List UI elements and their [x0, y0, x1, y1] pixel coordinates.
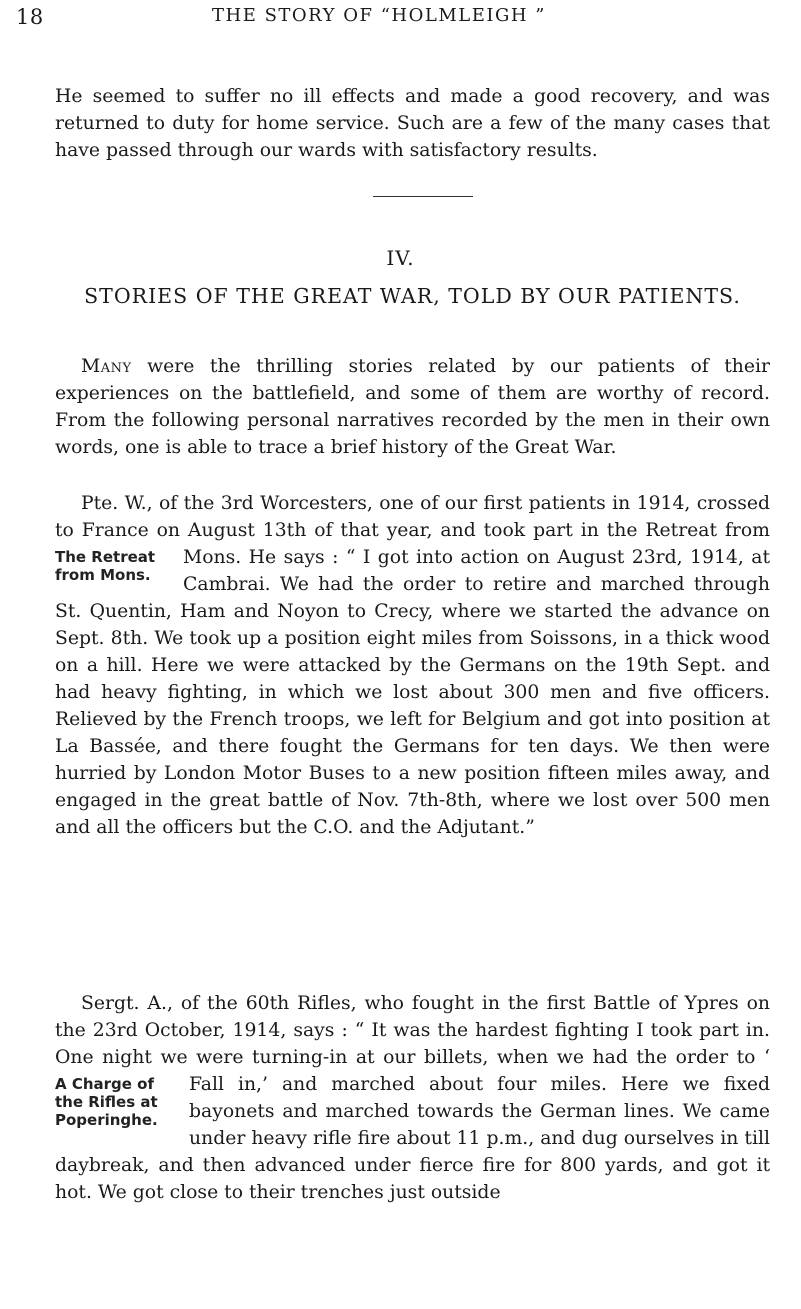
- running-head: THE STORY OF “HOLMLEIGH ”: [212, 5, 546, 26]
- side-note-charge-line-3: Poperinghe.: [55, 1111, 158, 1129]
- rifles-text: Sergt. A., of the 60th Rifles, who fought in the first Battle of Ypres on the 23rd October, 1914, says : “ It was the hardest fighting I took part in. One night we were turning-in at our billets, when we had the order to ‘ Fall in,’ and marched about four miles. Here we fixed bayonets and marched towards the German lines. We came under heavy rifle fire about 11 p.m., and dug ourselves in till daybreak, and then advanced under fierce fire for 800 yards, and got it hot. We got close to their trenches just outside: [55, 993, 770, 1203]
- intro-lead-word: Many: [81, 356, 132, 377]
- side-note-charge-line-1: A Charge of: [55, 1075, 155, 1093]
- side-note-retreat: [55, 548, 173, 584]
- intro-text: were the thrilling stories related by our patients of their experiences on the battlefield, and some of them are worthy of record. From the following personal narratives recorded by the men in their own words, one is able to trace a brief history of the Great War.: [55, 356, 770, 458]
- paragraph-intro: [55, 353, 770, 461]
- page-number: 18: [16, 5, 44, 29]
- paragraph-recovery: He seemed to suffer no ill effects and made a good recovery, and was returned to duty for home service. Such are a few of the many cases that have passed through our wards with satisfactory results.: [55, 86, 770, 161]
- side-note-charge-line-2: the Rifles at: [55, 1093, 158, 1111]
- paragraph-retreat-from-mons: [55, 490, 770, 841]
- section-title: STORIES OF THE GREAT WAR, TOLD BY OUR PATIENTS.: [84, 284, 741, 308]
- paragraph-rifles-charge: [55, 990, 770, 1206]
- retreat-text: Pte. W., of the 3rd Worcesters, one of our first patients in 1914, crossed to France on August 13th of that year, and took part in the Retreat from Mons. He says : “ I got into action on August 23rd, 1914, at Cambrai. We had the order to retire and marched through St. Quentin, Ham and Noyon to Crecy, where we started the advance on Sept. 8th. We took up a position eight miles from Soissons, in a thick wood on a hill. Here we were attacked by the Germans on the 19th Sept. and had heavy fighting, in which we lost about 300 men and five officers. Relieved by the French troops, we left for Belgium and got into position at La Bassée, and there fought the Germans for ten days. We then were hurried by London Motor Buses to a new position fifteen miles away, and engaged in the great battle of Nov. 7th-8th, where we lost over 500 men and all the officers but the C.O. and the Adjutant.”: [55, 493, 770, 838]
- side-note-retreat-line-1: The Retreat: [55, 548, 156, 566]
- side-note-charge: [55, 1075, 179, 1129]
- side-note-retreat-line-2: from Mons.: [55, 566, 151, 584]
- section-number: IV.: [386, 246, 415, 270]
- section-divider: [373, 196, 473, 197]
